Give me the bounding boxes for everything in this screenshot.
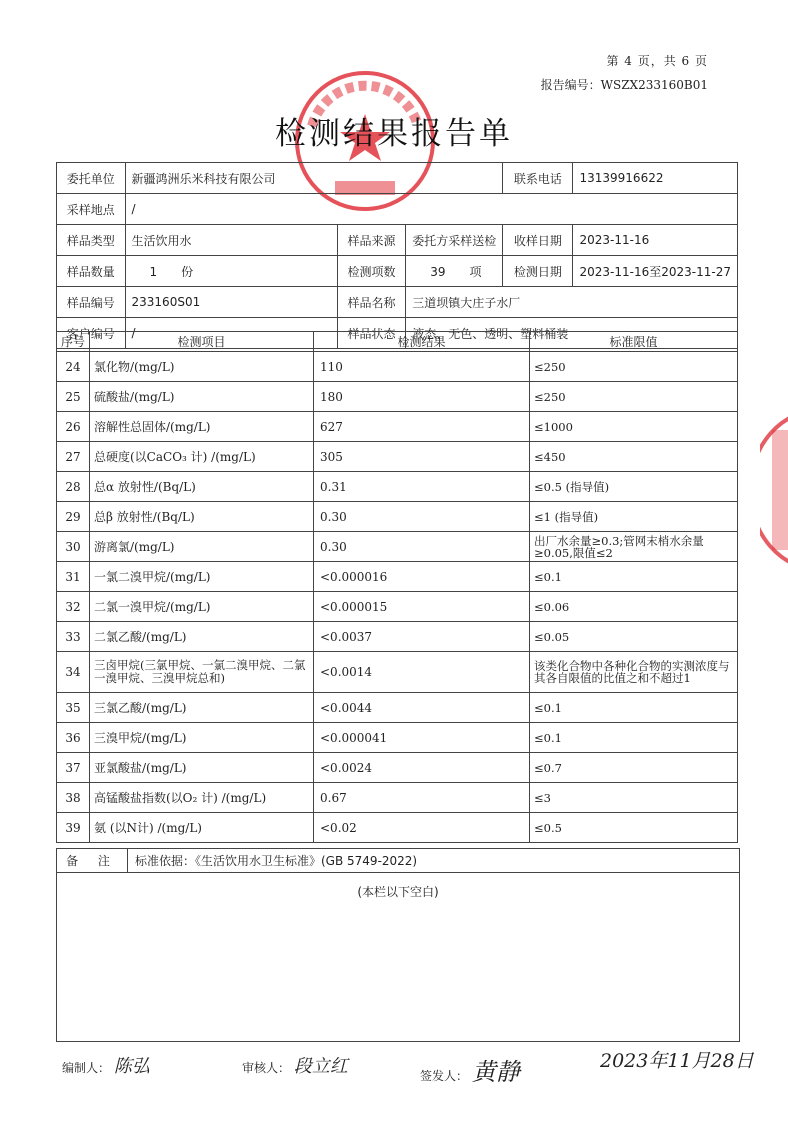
row-item: 三卤甲烷(三氯甲烷、一氯二溴甲烷、二氯一溴甲烷、三溴甲烷总和) <box>90 652 314 693</box>
page-info: 第 4 页，共 6 页 <box>606 54 708 68</box>
row-number: 32 <box>57 592 90 622</box>
remark-row <box>56 848 740 873</box>
items-count-label: 检测项数 <box>337 256 406 287</box>
row-number: 27 <box>57 442 90 472</box>
row-limit: ≤1000 <box>530 412 738 442</box>
table-row <box>57 412 738 442</box>
row-item: 三氯乙酸/(mg/L) <box>90 693 314 723</box>
col-header-result: 检测结果 <box>314 332 530 352</box>
row-limit: ≤0.5 <box>530 813 738 843</box>
seam-seal <box>760 410 788 570</box>
row-number: 37 <box>57 753 90 783</box>
row-item: 一氯二溴甲烷/(mg/L) <box>90 562 314 592</box>
test-date-value: 2023-11-16至2023-11-27 <box>573 256 738 287</box>
row-item: 三溴甲烷/(mg/L) <box>90 723 314 753</box>
row-limit: ≤0.1 <box>530 723 738 753</box>
source-value: 委托方采样送检 <box>406 225 503 256</box>
phone-label: 联系电话 <box>503 163 573 194</box>
row-item: 总硬度(以CaCO₃ 计) /(mg/L) <box>90 442 314 472</box>
row-limit: ≤250 <box>530 352 738 382</box>
table-row <box>57 783 738 813</box>
row-number: 30 <box>57 532 90 562</box>
sample-state-label: 样品状态 <box>337 318 406 349</box>
row-result: 110 <box>314 352 530 382</box>
row-item: 总α 放射性/(Bq/L) <box>90 472 314 502</box>
client-label: 委托单位 <box>57 163 126 194</box>
row-result: <0.000041 <box>314 723 530 753</box>
row-result: 0.30 <box>314 532 530 562</box>
customer-no-label: 客户编号 <box>57 318 126 349</box>
row-limit: 出厂水余量≥0.3;管网末梢水余量≥0.05,限值≤2 <box>530 532 738 562</box>
type-label: 样品类型 <box>57 225 126 256</box>
table-row <box>57 592 738 622</box>
row-limit: ≤0.5 (指导值) <box>530 472 738 502</box>
row-number: 34 <box>57 652 90 693</box>
row-limit: ≤0.7 <box>530 753 738 783</box>
row-limit: ≤0.1 <box>530 693 738 723</box>
sample-name-value: 三道坝镇大庄子水厂 <box>406 287 738 318</box>
row-item: 二氯乙酸/(mg/L) <box>90 622 314 652</box>
row-result: <0.02 <box>314 813 530 843</box>
sample-name-label: 样品名称 <box>337 287 406 318</box>
row-result: <0.0044 <box>314 693 530 723</box>
client-value: 新疆鸿洲乐米科技有限公司 <box>125 163 503 194</box>
row-limit: ≤0.06 <box>530 592 738 622</box>
issuer-label: 签发人： <box>420 1069 469 1083</box>
row-item: 溶解性总固体/(mg/L) <box>90 412 314 442</box>
table-row <box>57 693 738 723</box>
row-limit: ≤0.05 <box>530 622 738 652</box>
row-limit: ≤450 <box>530 442 738 472</box>
sample-no-value: 233160S01 <box>125 287 337 318</box>
table-row <box>57 532 738 562</box>
site-label: 采样地点 <box>57 194 126 225</box>
editor-signature <box>62 1052 150 1078</box>
table-row <box>57 813 738 843</box>
table-row <box>57 472 738 502</box>
row-item: 总β 放射性/(Bq/L) <box>90 502 314 532</box>
table-row <box>57 753 738 783</box>
row-item: 氨 (以N计) /(mg/L) <box>90 813 314 843</box>
page-title: 检测结果报告单 <box>275 116 513 152</box>
row-item: 氯化物/(mg/L) <box>90 352 314 382</box>
row-item: 二氯一溴甲烷/(mg/L) <box>90 592 314 622</box>
remark-text: 标准依据：《生活饮用水卫生标准》(GB 5749-2022) <box>135 854 418 868</box>
row-number: 25 <box>57 382 90 412</box>
issuer-name: 黄静 <box>471 1058 520 1086</box>
row-number: 38 <box>57 783 90 813</box>
row-limit: ≤0.1 <box>530 562 738 592</box>
table-row <box>57 382 738 412</box>
row-number: 28 <box>57 472 90 502</box>
phone-value: 13139916622 <box>573 163 738 194</box>
table-row <box>57 352 738 382</box>
report-number <box>541 76 708 93</box>
issuer-signature <box>420 1052 520 1087</box>
row-item: 亚氯酸盐/(mg/L) <box>90 753 314 783</box>
row-number: 35 <box>57 693 90 723</box>
reviewer-signature <box>242 1052 348 1078</box>
row-number: 31 <box>57 562 90 592</box>
row-number: 36 <box>57 723 90 753</box>
type-value: 生活饮用水 <box>125 225 337 256</box>
row-result: 0.31 <box>314 472 530 502</box>
row-result: <0.000016 <box>314 562 530 592</box>
table-row <box>57 622 738 652</box>
recv-date-value: 2023-11-16 <box>573 225 738 256</box>
editor-label: 编制人： <box>62 1061 111 1075</box>
row-result: 180 <box>314 382 530 412</box>
recv-date-label: 收样日期 <box>503 225 573 256</box>
table-row <box>57 652 738 693</box>
row-number: 33 <box>57 622 90 652</box>
row-number: 24 <box>57 352 90 382</box>
row-result: <0.0037 <box>314 622 530 652</box>
row-result: 0.67 <box>314 783 530 813</box>
row-result: <0.0024 <box>314 753 530 783</box>
col-header-limit: 标准限值 <box>530 332 738 352</box>
sample-no-label: 样品编号 <box>57 287 126 318</box>
results-body <box>57 352 738 843</box>
sign-date: 2023年11月28日 <box>600 1050 754 1072</box>
row-limit: ≤250 <box>530 382 738 412</box>
table-row <box>57 723 738 753</box>
row-number: 26 <box>57 412 90 442</box>
table-row <box>57 562 738 592</box>
blank-note: (本栏以下空白) <box>357 885 439 899</box>
report-no-value: WSZX233160B01 <box>600 78 708 92</box>
site-value: / <box>125 194 737 225</box>
col-header-no: 序号 <box>57 332 90 352</box>
sample-info-table <box>56 162 738 349</box>
qty-value: 1 份 <box>125 256 337 287</box>
table-row <box>57 502 738 532</box>
row-item: 高锰酸盐指数(以O₂ 计) /(mg/L) <box>90 783 314 813</box>
source-label: 样品来源 <box>337 225 406 256</box>
qty-label: 样品数量 <box>57 256 126 287</box>
test-date-label: 检测日期 <box>503 256 573 287</box>
row-result: 627 <box>314 412 530 442</box>
reviewer-name: 段立红 <box>293 1056 348 1077</box>
row-item: 硫酸盐/(mg/L) <box>90 382 314 412</box>
items-count-value: 39 项 <box>406 256 503 287</box>
results-table <box>56 331 738 843</box>
row-limit: ≤1 (指导值) <box>530 502 738 532</box>
sample-state-value: 液态、无色、透明、塑料桶装 <box>406 318 738 349</box>
row-number: 39 <box>57 813 90 843</box>
editor-name: 陈弘 <box>113 1056 150 1077</box>
remark-label: 备 注 <box>57 849 128 873</box>
row-result: 305 <box>314 442 530 472</box>
row-result: <0.0014 <box>314 652 530 693</box>
table-row <box>57 442 738 472</box>
customer-no-value: / <box>125 318 337 349</box>
reviewer-label: 审核人： <box>242 1061 291 1075</box>
row-result: 0.30 <box>314 502 530 532</box>
row-result: <0.000015 <box>314 592 530 622</box>
blank-area <box>56 872 740 1042</box>
row-item: 游离氯/(mg/L) <box>90 532 314 562</box>
report-no-label: 报告编号： <box>540 78 601 92</box>
row-limit: ≤3 <box>530 783 738 813</box>
row-number: 29 <box>57 502 90 532</box>
row-limit: 该类化合物中各种化合物的实测浓度与其各自限值的比值之和不超过1 <box>530 652 738 693</box>
col-header-item: 检测项目 <box>90 332 314 352</box>
